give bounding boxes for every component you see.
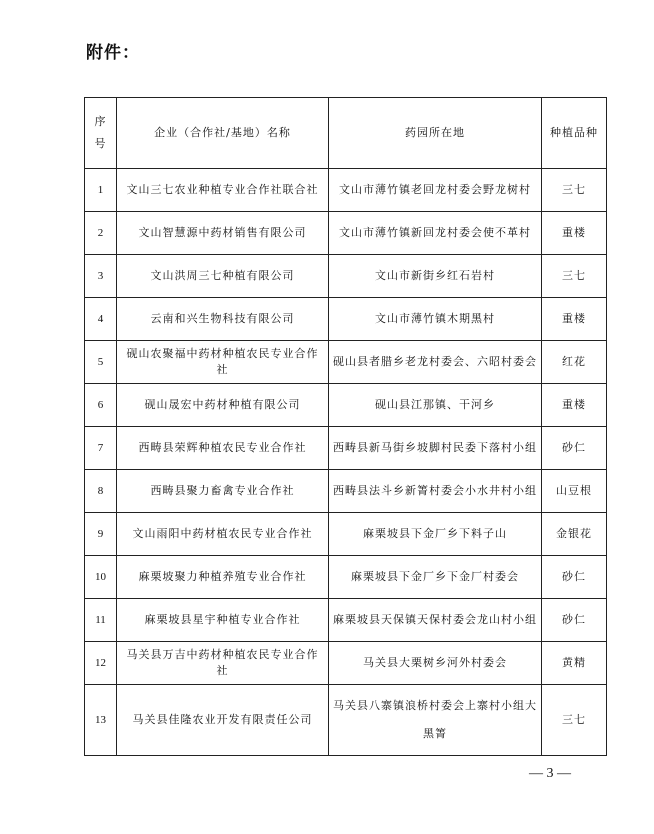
row-variety: 重楼	[542, 298, 607, 341]
row-seq: 1	[85, 169, 117, 212]
table-row	[85, 599, 607, 642]
row-name: 麻栗坡聚力种植养殖专业合作社	[117, 556, 329, 599]
row-location: 文山市新街乡红石岩村	[329, 255, 542, 298]
row-seq: 3	[85, 255, 117, 298]
table-row	[85, 427, 607, 470]
table-row	[85, 384, 607, 427]
table-row	[85, 642, 607, 685]
row-name: 云南和兴生物科技有限公司	[117, 298, 329, 341]
row-location: 麻栗坡县下金厂乡下料子山	[329, 513, 542, 556]
row-seq: 4	[85, 298, 117, 341]
row-variety: 金银花	[542, 513, 607, 556]
row-variety: 重楼	[542, 212, 607, 255]
header-name: 企业（合作社/基地）名称	[117, 98, 329, 169]
table-row	[85, 470, 607, 513]
row-seq: 7	[85, 427, 117, 470]
row-seq: 5	[85, 341, 117, 384]
row-name: 西畴县荣辉种植农民专业合作社	[117, 427, 329, 470]
row-name: 马关县万吉中药材种植农民专业合作社	[117, 642, 329, 685]
row-seq: 9	[85, 513, 117, 556]
row-seq: 10	[85, 556, 117, 599]
header-location: 药园所在地	[329, 98, 542, 169]
row-location: 马关县八寨镇浪桥村委会上寨村小组大黑箐	[329, 685, 542, 756]
row-seq: 13	[85, 685, 117, 756]
row-name: 文山智慧源中药材销售有限公司	[117, 212, 329, 255]
row-location: 西畴县新马街乡坡脚村民委下落村小组	[329, 427, 542, 470]
header-variety: 种植品种	[542, 98, 607, 169]
row-variety: 三七	[542, 255, 607, 298]
row-name: 马关县佳隆农业开发有限责任公司	[117, 685, 329, 756]
row-variety: 砂仁	[542, 556, 607, 599]
row-location: 西畴县法斗乡新箐村委会小水井村小组	[329, 470, 542, 513]
table-row	[85, 513, 607, 556]
row-location: 麻栗坡县下金厂乡下金厂村委会	[329, 556, 542, 599]
table-header-row	[85, 98, 607, 169]
header-seq	[85, 98, 117, 169]
row-location: 砚山县者腊乡老龙村委会、六昭村委会	[329, 341, 542, 384]
page-number: — 3 —	[529, 766, 571, 781]
table-row	[85, 556, 607, 599]
row-variety: 红花	[542, 341, 607, 384]
table-row	[85, 169, 607, 212]
row-variety: 三七	[542, 169, 607, 212]
row-variety: 三七	[542, 685, 607, 756]
row-seq: 6	[85, 384, 117, 427]
row-seq: 11	[85, 599, 117, 642]
header-seq-char: 序	[94, 115, 107, 128]
row-seq: 2	[85, 212, 117, 255]
table-row	[85, 255, 607, 298]
row-location: 文山市薄竹镇木期黑村	[329, 298, 542, 341]
row-variety: 山豆根	[542, 470, 607, 513]
row-location: 文山市薄竹镇新回龙村委会使不革村	[329, 212, 542, 255]
row-variety: 重楼	[542, 384, 607, 427]
enterprise-table	[84, 97, 607, 756]
row-name: 文山三七农业种植专业合作社联合社	[117, 169, 329, 212]
row-seq: 8	[85, 470, 117, 513]
header-seq-char: 号	[94, 137, 107, 150]
row-name: 砚山晟宏中药材种植有限公司	[117, 384, 329, 427]
row-name: 文山雨阳中药材植农民专业合作社	[117, 513, 329, 556]
row-variety: 砂仁	[542, 427, 607, 470]
table-row	[85, 298, 607, 341]
table-row	[85, 212, 607, 255]
row-seq: 12	[85, 642, 117, 685]
row-name: 砚山农聚福中药材种植农民专业合作社	[117, 341, 329, 384]
row-name: 西畴县聚力畜禽专业合作社	[117, 470, 329, 513]
row-location: 文山市薄竹镇老回龙村委会野龙树村	[329, 169, 542, 212]
row-variety: 黄精	[542, 642, 607, 685]
row-location: 麻栗坡县天保镇天保村委会龙山村小组	[329, 599, 542, 642]
row-variety: 砂仁	[542, 599, 607, 642]
table-row	[85, 341, 607, 384]
row-location: 马关县大栗树乡河外村委会	[329, 642, 542, 685]
row-location: 砚山县江那镇、干河乡	[329, 384, 542, 427]
table-row	[85, 685, 607, 756]
row-name: 麻栗坡县星宇种植专业合作社	[117, 599, 329, 642]
attachment-heading: 附件：	[86, 43, 140, 63]
row-name: 文山洪周三七种植有限公司	[117, 255, 329, 298]
